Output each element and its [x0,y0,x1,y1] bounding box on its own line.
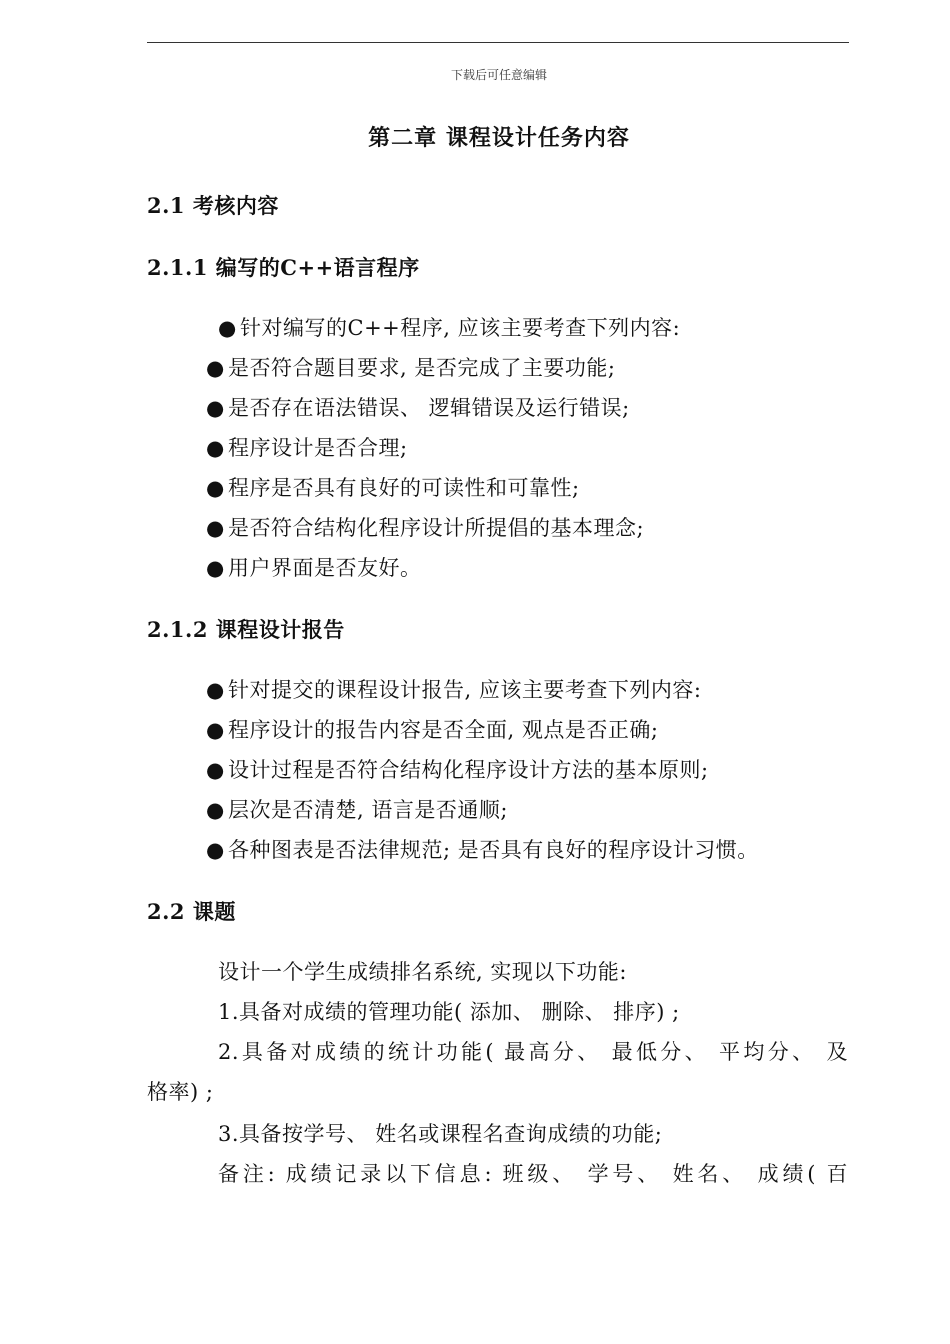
bullet: ● [218,316,237,340]
list-item: ● 程序设计是否合理; [206,436,408,460]
bullet: ● [206,758,225,782]
list-item: ● 是否存在语法错误、 逻辑错误及运行错误; [206,396,630,420]
list-item: ● 是否符合题目要求, 是否完成了主要功能; [206,356,616,380]
bullet: ● [206,556,225,580]
task-item-2-line-2: 格率) ; [147,1080,214,1104]
list-item: ● 针对提交的课程设计报告, 应该主要考查下列内容: [206,678,702,702]
list-item: ● 程序是否具有良好的可读性和可靠性; [206,476,580,500]
bullet: ● [206,718,225,742]
list-item: ● 层次是否清楚, 语言是否通顺; [206,798,508,822]
list-item: ● 设计过程是否符合结构化程序设计方法的基本原则; [206,758,709,782]
list-item: ● 针对编写的C++程序, 应该主要考查下列内容: [218,316,681,340]
header-rule [147,42,849,43]
bullet: ● [206,516,225,540]
list-item: ● 是否符合结构化程序设计所提倡的基本理念; [206,516,645,540]
bullet: ● [206,798,225,822]
bullet: ● [206,678,225,702]
section-2-2-heading: 2.2 课题 [147,899,236,924]
bullet: ● [206,356,225,380]
task-intro: 设计一个学生成绩排名系统, 实现以下功能: [218,960,627,984]
task-item-2-line-1: 2.具备对成绩的统计功能( 最高分、 最低分、 平均分、 及 [218,1040,848,1064]
section-2-1-1-heading: 2.1.1 编写的C++语言程序 [147,255,420,280]
list-item: ● 各种图表是否法律规范; 是否具有良好的程序设计习惯。 [206,838,759,862]
task-item-3: 3.具备按学号、 姓名或课程名查询成绩的功能; [218,1122,663,1146]
bullet: ● [206,476,225,500]
task-item-1: 1.具备对成绩的管理功能( 添加、 删除、 排序) ; [218,1000,680,1024]
page-header: 下载后可任意编辑 [450,68,547,82]
bullet: ● [206,436,225,460]
bullet: ● [206,838,225,862]
chapter-title: 第二章 课程设计任务内容 [368,125,630,151]
section-2-1-2-heading: 2.1.2 课程设计报告 [147,617,345,642]
list-item: ● 用户界面是否友好。 [206,556,422,580]
section-2-1-heading: 2.1 考核内容 [147,193,279,218]
bullet: ● [206,396,225,420]
task-note: 备注: 成绩记录以下信息: 班级、 学号、 姓名、 成绩( 百 [218,1162,848,1186]
list-item: ● 程序设计的报告内容是否全面, 观点是否正确; [206,718,659,742]
